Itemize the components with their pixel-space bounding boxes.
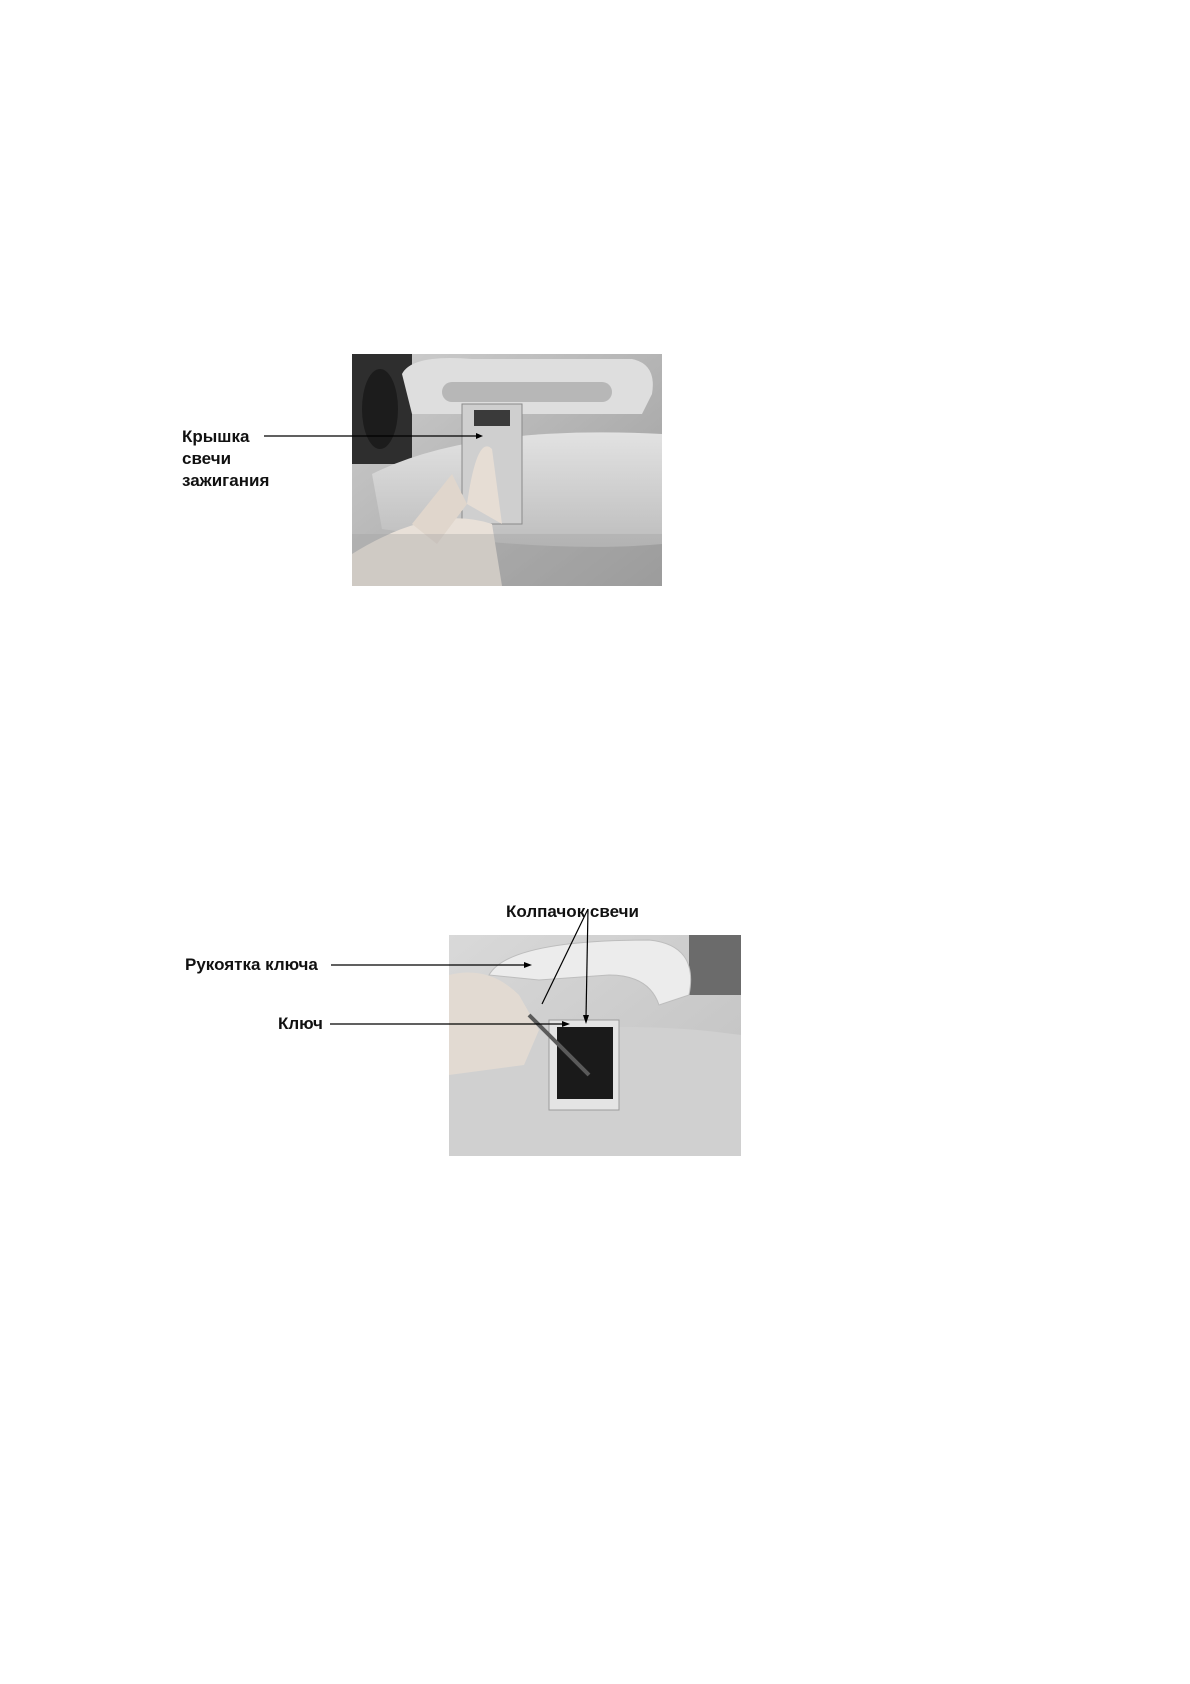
spark-plug-cap-label: Колпачок свечи	[506, 902, 639, 921]
spark-plug-cover-label-line1: Крышка	[182, 427, 250, 446]
spark-plug-cover-label-line2: свечи	[182, 449, 232, 468]
wrench-handle-label: Рукоятка ключа	[185, 955, 318, 974]
wrench-label: Ключ	[278, 1014, 323, 1033]
spark-plug-cover-label-line3: зажигания	[182, 471, 270, 490]
